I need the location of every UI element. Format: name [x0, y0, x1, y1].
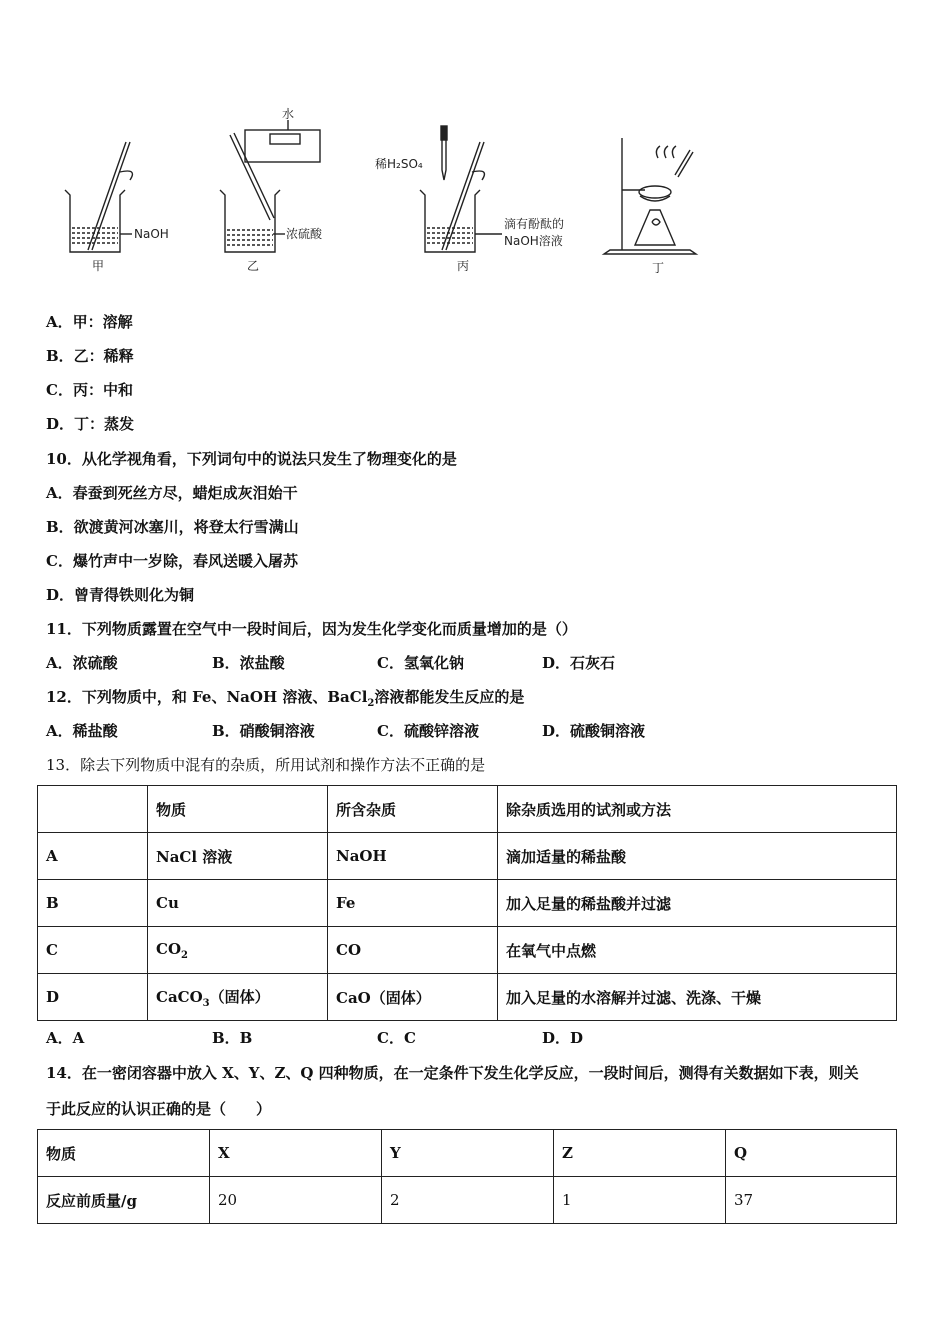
- q9-option-c: C．丙：中和: [46, 381, 133, 399]
- q11-option-d: D．石灰石: [542, 654, 616, 672]
- method-cell: 在氧气中点燃: [498, 927, 897, 974]
- q10-option-a: A．春蚕到死丝方尽，蜡炬成灰泪始干: [46, 484, 298, 502]
- q12-option-b: B．硝酸铜溶液: [212, 722, 315, 740]
- method-cell: 加入足量的稀盐酸并过滤: [498, 880, 897, 927]
- substance-subscript: 3: [202, 997, 210, 1009]
- substance-text: CO: [156, 939, 182, 958]
- impurity-cell: NaOH: [328, 833, 498, 880]
- q13-stem: 13．除去下列物质中混有的杂质，所用试剂和操作方法不正确的是: [46, 756, 486, 774]
- table-row: [38, 1177, 897, 1224]
- table-header-cell: Y: [382, 1130, 554, 1177]
- substance-cell: [148, 880, 328, 927]
- table-header-row: [38, 1130, 897, 1177]
- substance-cell: [148, 974, 328, 1021]
- method-cell: 加入足量的水溶解并过滤、洗涤、干燥: [498, 974, 897, 1021]
- substance-cell: [148, 927, 328, 974]
- beaker-bing: [420, 126, 502, 252]
- table-row: [38, 880, 897, 927]
- label-phenolphthalein-1: 滴有酚酞的: [504, 217, 565, 231]
- mass-cell: 37: [726, 1177, 897, 1224]
- substance-text: NaCl 溶液: [156, 847, 233, 866]
- q13-table: [37, 785, 897, 1021]
- q12-option-a: A．稀盐酸: [46, 722, 118, 740]
- evaporation-setup-ding: [604, 138, 696, 254]
- q13-option-d: D．D: [542, 1029, 584, 1047]
- q9-option-a: A．甲：溶解: [46, 313, 133, 331]
- q12-options: [46, 720, 906, 742]
- q10-option-c: C．爆竹声中一岁除，春风送暖入屠苏: [46, 552, 298, 570]
- table-row: [38, 927, 897, 974]
- label-bing: 丙: [457, 259, 470, 273]
- table-header-cell: 除杂质选用的试剂或方法: [498, 786, 897, 833]
- label-jia: 甲: [92, 259, 105, 273]
- q12-stem-subscript: 2: [367, 698, 375, 709]
- row-label: 反应前质量/g: [38, 1177, 210, 1224]
- label-ding: 丁: [652, 261, 665, 275]
- apparatus-figure: [30, 100, 750, 290]
- q13-option-c: C．C: [377, 1029, 416, 1047]
- substance-subscript: 2: [181, 949, 188, 961]
- q12-stem-part1: 12．下列物质中，和 Fe、NaOH 溶液、BaCl: [46, 688, 368, 706]
- beaker-jia: [65, 142, 132, 252]
- substance-tail: （固体）: [209, 987, 270, 1006]
- mass-cell: 2: [382, 1177, 554, 1224]
- label-phenolphthalein-2: NaOH溶液: [504, 234, 563, 248]
- q11-option-c: C．氢氧化钠: [377, 654, 464, 672]
- q9-option-d: D．丁：蒸发: [46, 415, 135, 433]
- q11-stem: 11．下列物质露置在空气中一段时间后，因为发生化学变化而质量增加的是（）: [46, 620, 577, 638]
- q10-option-b: B．欲渡黄河冰塞川，将登太行雪满山: [46, 518, 299, 536]
- q14-stem-line2: 于此反应的认识正确的是（ ）: [46, 1100, 272, 1118]
- q12-option-d: D．硫酸铜溶液: [542, 722, 646, 740]
- q13-options: [46, 1027, 906, 1049]
- q10-stem: 10．从化学视角看，下列词句中的说法只发生了物理变化的是: [46, 450, 457, 468]
- table-header-cell: 物质: [148, 786, 328, 833]
- q11-option-a: A．浓硫酸: [46, 654, 118, 672]
- row-label: B: [38, 880, 148, 927]
- q12-stem: [46, 686, 524, 709]
- q11-options: [46, 652, 906, 674]
- label-dilute-h2so4: 稀H₂SO₄: [375, 157, 423, 171]
- table-header-cell: 所含杂质: [328, 786, 498, 833]
- impurity-cell: CaO（固体）: [328, 974, 498, 1021]
- row-label: D: [38, 974, 148, 1021]
- q13-option-b: B．B: [212, 1029, 253, 1047]
- label-naoh: NaOH: [134, 227, 169, 241]
- row-label: C: [38, 927, 148, 974]
- table-row: [38, 974, 897, 1021]
- table-row: [38, 833, 897, 880]
- q12-option-c: C．硫酸锌溶液: [377, 722, 479, 740]
- table-header-row: [38, 786, 897, 833]
- row-label: A: [38, 833, 148, 880]
- mass-cell: 20: [210, 1177, 382, 1224]
- impurity-cell: CO: [328, 927, 498, 974]
- substance-text: Cu: [156, 894, 179, 912]
- q9-option-b: B．乙：稀释: [46, 347, 134, 365]
- q11-option-b: B．浓盐酸: [212, 654, 285, 672]
- substance-cell: [148, 833, 328, 880]
- label-water: 水: [282, 107, 295, 121]
- impurity-cell: Fe: [328, 880, 498, 927]
- q13-option-a: A．A: [46, 1029, 85, 1047]
- table-header-cell: X: [210, 1130, 382, 1177]
- q10-option-d: D．曾青得铁则化为铜: [46, 586, 195, 604]
- mass-cell: 1: [554, 1177, 726, 1224]
- substance-text: CaCO: [156, 987, 203, 1006]
- q14-stem-line1: 14．在一密闭容器中放入 X、Y、Z、Q 四种物质，在一定条件下发生化学反应，一段时间后，测得有关数据如下表，则关: [46, 1064, 859, 1082]
- apparatus-illustration: [30, 100, 750, 290]
- table-header-cell: 物质: [38, 1130, 210, 1177]
- table-header-cell: [38, 786, 148, 833]
- label-yi: 乙: [247, 259, 260, 273]
- label-conc-acid: 浓硫酸: [286, 227, 323, 241]
- q12-stem-part2: 溶液都能发生反应的是: [374, 688, 525, 706]
- table-header-cell: Q: [726, 1130, 897, 1177]
- table-header-cell: Z: [554, 1130, 726, 1177]
- q14-table: [37, 1129, 897, 1224]
- method-cell: 滴加适量的稀盐酸: [498, 833, 897, 880]
